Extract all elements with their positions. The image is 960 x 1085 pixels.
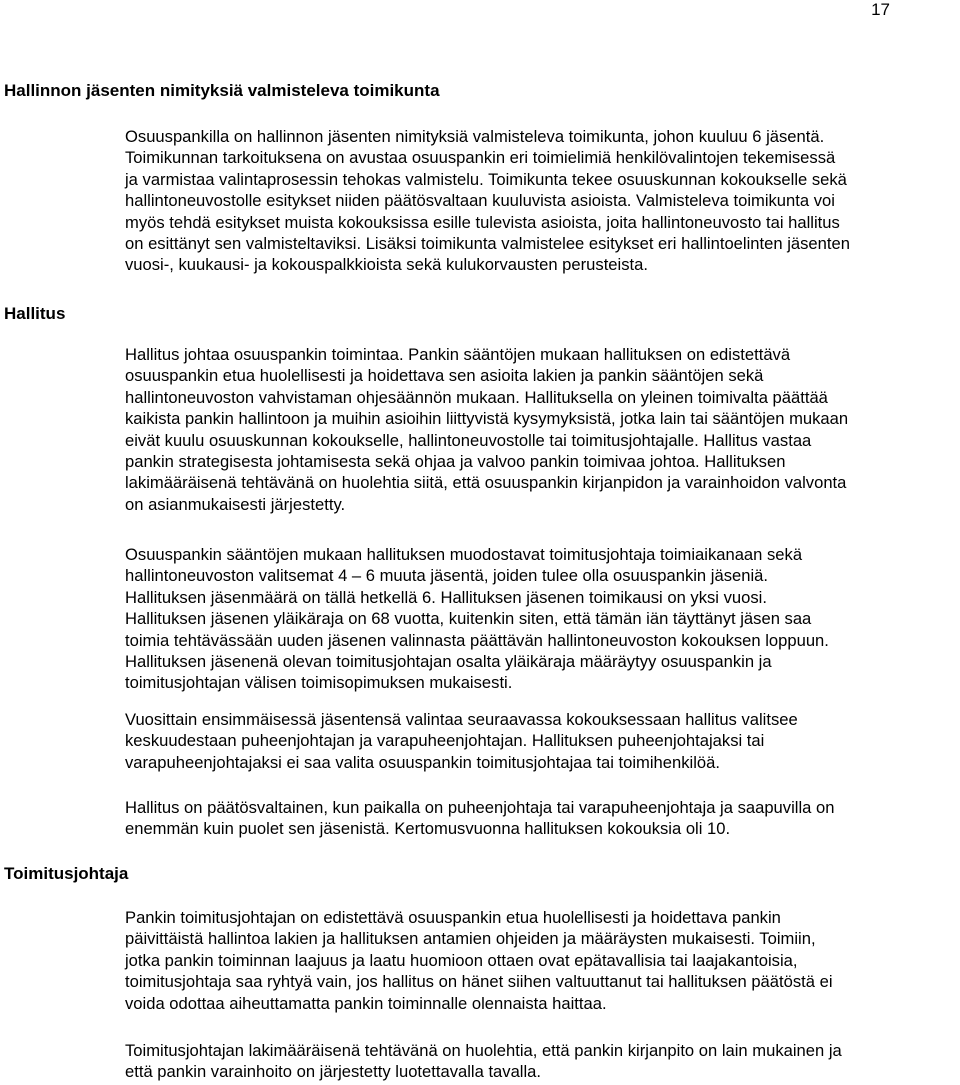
text-line: vuosi-, kuukausi- ja kokouspalkkioista sekä kulukorvausten perusteista. [125, 255, 648, 275]
text-line: kaikista pankin hallintoon ja muihin asioihin liittyvistä kysymyksistä, jotka lain tai sääntöjen mukaan [125, 409, 849, 429]
text-line: hallintoneuvoston vahvistaman ohjesäännön mukaan. Hallituksella on yleinen toimivalta päättää [125, 387, 828, 407]
text-line: toimitusjohtaja saa ryhtyä vain, jos hallitus on hänet siihen valtuuttanut tai hallituksen päätöstä ei [125, 972, 833, 992]
text-line: Hallitus johtaa osuuspankin toimintaa. Pankin sääntöjen mukaan hallituksen on edistettävä [125, 345, 791, 364]
text-line: Osuuspankin sääntöjen mukaan hallituksen muodostavat toimitusjohtaja toimiaikanaan sekä [125, 545, 803, 564]
text-line: voida odottaa aiheuttamatta pankin toiminnalle olennaista haittaa. [125, 993, 607, 1013]
paragraph [125, 126, 957, 276]
text-line: pankin strategisesta johtamisesta sekä ohjaa ja valvoo pankin toimivaa johtoa. Hallituksen [125, 452, 786, 472]
text-line: Hallituksen jäsenmäärä on tällä hetkellä 6. Hallituksen jäsenen toimikausi on yksi vuosi. [125, 587, 767, 607]
paragraph [125, 544, 957, 694]
text-line: keskuudestaan puheenjohtajan ja varapuheenjohtajan. Hallituksen puheenjohtajaksi tai [125, 731, 765, 751]
text-line: Hallituksen jäsenenä olevan toimitusjohtajan osalta yläikäraja määräytyy osuuspankin ja [125, 652, 772, 672]
text-line: jotka pankin toiminnan laajuus ja laatu huomioon ottaen ovat epätavallisia tai laajakantoisia, [125, 950, 798, 970]
text-line: eivät kuulu osuuskunnan kokoukselle, hallintoneuvostolle tai toimitusjohtajalle. Hallitus vastaa [125, 430, 812, 450]
section-heading-hallitus: Hallitus [4, 304, 66, 323]
paragraph [125, 1040, 957, 1083]
section-heading-toimitusjohtaja: Toimitusjohtaja [4, 864, 129, 883]
text-line: että pankin varainhoito on järjestetty luotettavalla tavalla. [125, 1062, 542, 1082]
text-line: päivittäistä hallintoa lakien ja hallituksen antamien ohjeiden ja määräysten mukaisesti. Toimiin, [125, 929, 816, 949]
text-line: Hallituksen jäsenen yläikäraja on 68 vuotta, kuitenkin siten, että tämän iän täyttänyt jäsen saa [125, 609, 812, 629]
text-line: varapuheenjohtajaksi ei saa valita osuuspankin toimitusjohtajaa tai toimihenkilöä. [125, 752, 720, 772]
paragraph [125, 709, 957, 773]
text-line: toimia tehtävässään uuden jäsenen valinnasta päättävän hallintoneuvoston kokouksen loppuun. [125, 630, 829, 650]
text-line: toimitusjohtajan välisen toimisopimuksen mukaisesti. [125, 673, 513, 693]
text-line: osuuspankin etua huolellisesti ja hoidettava sen asioita lakien ja pankin sääntöjen sekä [125, 366, 764, 386]
text-line: Osuuspankilla on hallinnon jäsenten nimityksiä valmisteleva toimikunta, johon kuuluu 6 jäsentä. [125, 127, 825, 146]
text-line: Toimitusjohtajan lakimääräisenä tehtävänä on huolehtia, että pankin kirjanpito on lain mukainen ja [125, 1041, 842, 1060]
section-heading-toimikunta: Hallinnon jäsenten nimityksiä valmisteleva toimikunta [4, 81, 440, 100]
text-line: hallintoneuvostolle esitykset niiden päätösvaltaan kuuluvista asioista. Valmisteleva toimikunta voi [125, 191, 835, 211]
text-line: Toimikunnan tarkoituksena on avustaa osuuspankin eri toimielimiä henkilövalintojen tekemisessä [125, 148, 836, 168]
text-line: hallintoneuvoston valitsemat 4 – 6 muuta jäsentä, joiden tulee olla osuuspankin jäseniä. [125, 566, 768, 586]
paragraph [125, 797, 957, 840]
text-line: myös tehdä esitykset muista kokouksissa esille tulevista asioista, joita hallintoneuvosto tai hallitus [125, 212, 840, 232]
text-line: Pankin toimitusjohtajan on edistettävä osuuspankin etua huolellisesti ja hoidettava pankin [125, 908, 781, 927]
text-line: Vuosittain ensimmäisessä jäsentensä valintaa seuraavassa kokouksessaan hallitus valitsee [125, 710, 798, 729]
page-number: 17 [871, 0, 890, 19]
text-line: lakimääräisenä tehtävänä on huolehtia siitä, että osuuspankin kirjanpidon ja varainhoidon valvonta [125, 473, 847, 493]
text-line: enemmän kuin puolet sen jäsenistä. Kertomusvuonna hallituksen kokouksia oli 10. [125, 819, 731, 839]
text-line: ja varmistaa valintaprosessin tehokas valmistelu. Toimikunta tekee osuuskunnan kokoukselle sekä [125, 169, 847, 189]
text-line: on asianmukaisesti järjestetty. [125, 494, 346, 514]
paragraph [125, 344, 957, 515]
text-line: Hallitus on päätösvaltainen, kun paikalla on puheenjohtaja tai varapuheenjohtaja ja saapuvilla on [125, 798, 835, 817]
text-line: on esittänyt sen valmisteltaviksi. Lisäksi toimikunta valmistelee esitykset eri hallintoelinten jäsenten [125, 234, 850, 254]
paragraph [125, 907, 957, 1014]
